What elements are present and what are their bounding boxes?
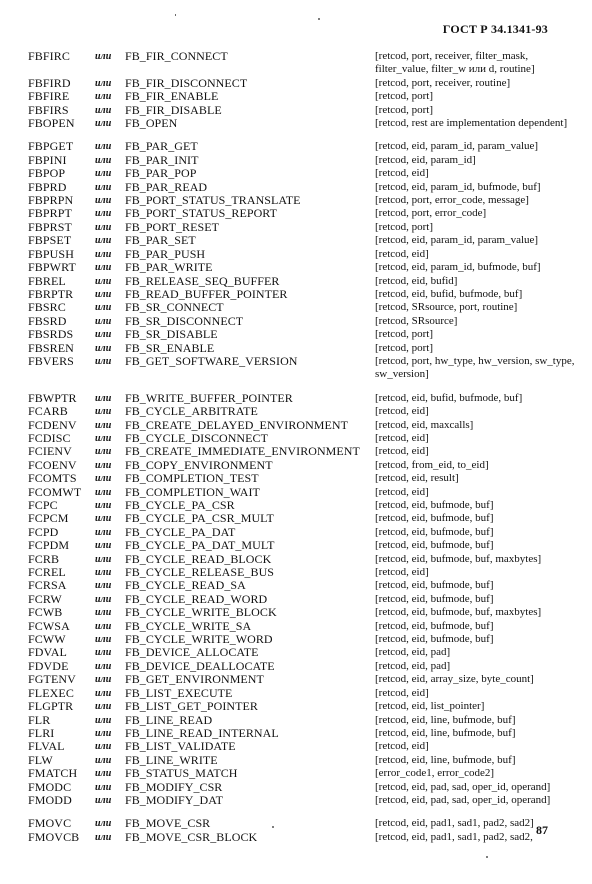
function-abbreviation: FBSREN [28,340,74,355]
function-arguments: [retcod, port, error_code, message] [375,194,529,207]
function-row [0,727,592,740]
function-abbreviation: FBRPTR [28,286,74,301]
function-abbreviation: FCPD [28,524,59,539]
separator-word: или [95,701,112,713]
separator-word: или [95,580,112,592]
function-arguments: [retcod, eid, array_size, byte_count] [375,673,534,686]
function-arguments: [retcod, eid, pad1, sad1, pad2, sad2, [375,830,533,843]
separator-word: или [95,342,112,354]
function-row [0,606,592,619]
separator-word: или [95,446,112,458]
function-name: FB_CYCLE_PA_DAT [125,524,236,539]
function-list [0,50,592,844]
function-arguments: [retcod, SRsource, port, routine] [375,301,518,314]
scan-speck [175,14,176,16]
function-name: FB_STATUS_MATCH [125,766,238,781]
function-arguments: [retcod, eid] [375,566,429,579]
function-row [0,579,592,592]
function-abbreviation: FBPRPN [28,193,74,208]
separator-word: или [95,818,112,830]
function-row [0,301,592,314]
function-abbreviation: FBPSET [28,233,72,248]
function-row [0,714,592,727]
function-row [0,660,592,673]
function-row [0,687,592,700]
function-row [0,566,592,579]
function-abbreviation: FCWB [28,605,63,620]
function-row [0,831,592,844]
function-arguments: [retcod, eid] [375,445,429,458]
separator-word: или [95,741,112,753]
function-row [0,50,592,77]
function-arguments: [retcod, eid, bufid, bufmode, buf] [375,391,523,404]
function-name: FB_MODIFY_DAT [125,792,223,807]
function-row [0,167,592,180]
function-name: FB_PORT_STATUS_REPORT [125,206,278,221]
function-row [0,234,592,247]
function-arguments: [retcod, port] [375,220,434,233]
function-abbreviation: FMOVCB [28,829,80,844]
function-abbreviation: FCOMWT [28,484,82,499]
function-name: FB_READ_BUFFER_POINTER [125,286,288,301]
function-abbreviation: FLVAL [28,739,65,754]
function-row [0,673,592,686]
function-abbreviation: FBPINI [28,152,67,167]
separator-word: или [95,288,112,300]
separator-word: или [95,118,112,130]
function-row [0,445,592,458]
function-row [0,248,592,261]
function-row [0,700,592,713]
function-name: FB_DEVICE_DEALLOCATE [125,658,275,673]
separator-word: или [95,660,112,672]
function-abbreviation: FBOPEN [28,116,75,131]
function-row [0,117,592,130]
function-arguments: [retcod, port] [375,90,434,103]
function-name: FB_FIR_DISCONNECT [125,75,248,90]
function-arguments: [retcod, eid] [375,247,429,260]
function-arguments: [retcod, port, error_code] [375,207,487,220]
function-name: FB_CYCLE_DISCONNECT [125,430,268,445]
function-arguments: [retcod, eid, bufmode, buf] [375,633,494,646]
function-row [0,767,592,780]
function-row [0,342,592,355]
function-name: FB_CYCLE_READ_SA [125,578,246,593]
function-arguments: [retcod, eid, param_id, param_value] [375,234,539,247]
function-row [0,472,592,485]
function-abbreviation: FLR [28,712,51,727]
function-row [0,539,592,552]
function-row [0,526,592,539]
separator-word: или [95,473,112,485]
function-abbreviation: FBPWRT [28,260,76,275]
separator-word: или [95,262,112,274]
function-name: FB_CYCLE_WRITE_BLOCK [125,605,277,620]
function-arguments: [retcod, eid, line, bufmode, buf] [375,753,516,766]
function-arguments: [retcod, eid, param_id, bufmode, buf] [375,261,541,274]
separator-word: или [95,607,112,619]
function-row [0,221,592,234]
function-row [0,486,592,499]
function-row [0,740,592,753]
function-abbreviation: FBWPTR [28,390,77,405]
separator-word: или [95,235,112,247]
function-abbreviation: FCARB [28,404,68,419]
separator-word: или [95,406,112,418]
function-row [0,392,592,405]
function-name: FB_PAR_WRITE [125,260,213,275]
function-name: FB_DEVICE_ALLOCATE [125,645,259,660]
function-arguments: [retcod, port] [375,328,434,341]
function-row [0,633,592,646]
function-name: FB_FIR_CONNECT [125,49,228,63]
scan-speck [272,826,274,828]
function-name: FB_PORT_RESET [125,219,219,234]
page-header-standard: ГОСТ Р 34.1341-93 [442,22,548,36]
function-arguments: [retcod, eid, bufmode, buf] [375,539,494,552]
function-row [0,754,592,767]
function-abbreviation: FCRW [28,591,62,606]
function-row [0,593,592,606]
separator-word: или [95,302,112,314]
function-arguments: [retcod, eid, bufmode, buf] [375,592,494,605]
function-arguments: [retcod, eid, param_id, param_value] [375,140,539,153]
function-arguments: [retcod, port] [375,103,434,116]
function-abbreviation: FCIENV [28,444,72,459]
separator-word: или [95,831,112,843]
function-abbreviation: FCWW [28,632,66,647]
function-arguments: [retcod, eid] [375,167,429,180]
function-arguments: [retcod, port, receiver, routine] [375,76,511,89]
function-row [0,646,592,659]
function-name: FB_COMPLETION_WAIT [125,484,260,499]
separator-word: или [95,181,112,193]
function-abbreviation: FBPRPT [28,206,72,221]
function-name: FB_PAR_READ [125,179,208,194]
function-arguments: [retcod, eid, param_id, bufmode, buf] [375,180,541,193]
function-abbreviation: FLRI [28,725,55,740]
function-abbreviation: FDVAL [28,645,67,660]
function-abbreviation: FLEXEC [28,685,74,700]
function-row [0,355,592,382]
function-name: FB_GET_ENVIRONMENT [125,672,264,687]
separator-word: или [95,392,112,404]
separator-word: или [95,540,112,552]
function-arguments: [retcod, eid, bufmode, buf] [375,619,494,632]
function-abbreviation: FCRB [28,551,60,566]
function-name: FB_MODIFY_CSR [125,779,223,794]
function-row [0,288,592,301]
function-abbreviation: FMODD [28,792,72,807]
function-abbreviation: FCOENV [28,457,77,472]
function-name: FB_MOVE_CSR [125,816,211,831]
function-name: FB_PORT_STATUS_TRANSLATE [125,193,301,208]
function-arguments: [retcod, eid] [375,485,429,498]
function-abbreviation: FLGPTR [28,699,74,714]
separator-word: или [95,526,112,538]
separator-word: или [95,77,112,89]
function-arguments: [retcod, eid, bufid] [375,274,458,287]
function-name: FB_RELEASE_SEQ_BUFFER [125,273,280,288]
function-abbreviation: FDVDE [28,658,69,673]
function-arguments: [retcod, eid, pad] [375,659,451,672]
function-row [0,90,592,103]
function-abbreviation: FBSRDS [28,327,74,342]
separator-word: или [95,275,112,287]
function-name: FB_PAR_GET [125,139,198,154]
function-name: FB_PAR_INIT [125,152,199,167]
separator-word: или [95,674,112,686]
separator-word: или [95,51,112,62]
function-abbreviation: FBREL [28,273,66,288]
function-row [0,261,592,274]
separator-word: или [95,248,112,260]
separator-word: или [95,567,112,579]
function-name: FB_CYCLE_PA_CSR [125,498,235,512]
function-row [0,275,592,288]
separator-word: или [95,195,112,207]
function-name: FB_LIST_GET_POINTER [125,699,258,714]
function-name: FB_PAR_PUSH [125,246,206,261]
function-name: FB_COMPLETION_TEST [125,471,259,486]
function-arguments: [retcod, eid, param_id] [375,153,476,166]
function-abbreviation: FBFIRD [28,75,71,90]
function-row [0,553,592,566]
function-name: FB_CYCLE_WRITE_WORD [125,632,273,647]
function-abbreviation: FBVERS [28,353,74,368]
function-name: FB_FIR_DISABLE [125,102,222,117]
function-abbreviation: FCDENV [28,417,77,432]
function-row [0,405,592,418]
function-row [0,154,592,167]
function-name: FB_SR_DISCONNECT [125,313,244,328]
function-name: FB_SR_DISABLE [125,327,218,342]
separator-word: или [95,794,112,806]
function-name: FB_LIST_EXECUTE [125,685,233,700]
function-name: FB_CYCLE_READ_BLOCK [125,551,272,566]
separator-word: или [95,620,112,632]
separator-word: или [95,168,112,180]
function-row [0,181,592,194]
scan-speck [486,856,488,858]
function-arguments: [retcod, port] [375,341,434,354]
function-name: FB_OPEN [125,116,178,131]
function-arguments: [retcod, SRsource] [375,314,458,327]
function-arguments: [retcod, eid, result] [375,472,459,485]
function-abbreviation: FCPC [28,498,58,512]
function-arguments: [retcod, eid, bufmode, buf] [375,525,494,538]
function-name: FB_LIST_VALIDATE [125,739,236,754]
function-arguments: [retcod, eid, bufid, bufmode, buf] [375,287,523,300]
separator-word: или [95,500,112,511]
function-abbreviation: FBFIRE [28,89,70,104]
function-name: FB_CYCLE_ARBITRATE [125,404,258,419]
function-name: FB_PAR_POP [125,166,197,181]
function-name: FB_COPY_ENVIRONMENT [125,457,273,472]
function-abbreviation: FBPGET [28,139,74,154]
function-row [0,140,592,153]
separator-word: или [95,754,112,766]
function-name: FB_CYCLE_READ_WORD [125,591,268,606]
separator-word: или [95,727,112,739]
function-abbreviation: FCREL [28,565,66,580]
function-abbreviation: FCDISC [28,430,71,445]
function-arguments: [retcod, port, hw_type, hw_version, sw_type, sw_version] [375,354,575,381]
separator-word: или [95,553,112,565]
page-number: 87 [536,823,548,837]
separator-word: или [95,647,112,659]
function-abbreviation: FBFIRC [28,49,70,63]
separator-word: или [95,768,112,780]
function-abbreviation: FCWSA [28,618,70,633]
function-abbreviation: FCRSA [28,578,67,593]
function-arguments: [retcod, from_eid, to_eid] [375,458,489,471]
function-row [0,207,592,220]
function-name: FB_CYCLE_PA_DAT_MULT [125,538,275,553]
function-arguments: [retcod, eid, bufmode, buf, maxbytes] [375,606,542,619]
function-abbreviation: FBSRC [28,300,66,315]
function-arguments: [retcod, eid, bufmode, buf, maxbytes] [375,552,542,565]
function-name: FB_FIR_ENABLE [125,89,219,104]
function-arguments: [retcod, eid] [375,686,429,699]
separator-word: или [95,432,112,444]
function-abbreviation: FMOVC [28,816,72,831]
function-arguments: [retcod, eid, pad] [375,646,451,659]
function-row [0,781,592,794]
function-abbreviation: FBPUSH [28,246,74,261]
function-row [0,419,592,432]
function-arguments: [retcod, eid, list_pointer] [375,700,485,713]
function-arguments: [retcod, eid, bufmode, buf] [375,512,494,525]
function-arguments: [retcod, port, receiver, filter_mask, filter_value, filter_w или d, routine] [375,50,535,76]
separator-word: или [95,714,112,726]
separator-word: или [95,315,112,327]
function-abbreviation: FBSRD [28,313,67,328]
function-name: FB_CREATE_IMMEDIATE_ENVIRONMENT [125,444,360,459]
function-arguments: [retcod, eid, bufmode, buf] [375,579,494,592]
separator-word: или [95,208,112,220]
function-name: FB_PAR_SET [125,233,196,248]
function-abbreviation: FBFIRS [28,102,69,117]
function-abbreviation: FMATCH [28,766,78,781]
function-row [0,499,592,512]
separator-word: или [95,634,112,646]
function-row [0,315,592,328]
function-arguments: [retcod, eid, maxcalls] [375,418,474,431]
scan-speck [318,18,320,20]
function-row [0,512,592,525]
function-arguments: [retcod, eid] [375,740,429,753]
function-name: FB_CYCLE_WRITE_SA [125,618,252,633]
separator-word: или [95,419,112,431]
function-abbreviation: FBPRST [28,219,72,234]
function-abbreviation: FBPRD [28,179,67,194]
function-row [0,794,592,807]
separator-word: или [95,513,112,525]
separator-word: или [95,459,112,471]
function-arguments: [retcod, eid] [375,431,429,444]
separator-word: или [95,486,112,498]
separator-word: или [95,593,112,605]
function-arguments: [retcod, eid, pad, sad, oper_id, operand] [375,780,551,793]
separator-word: или [95,141,112,153]
function-row [0,432,592,445]
function-name: FB_LINE_READ_INTERNAL [125,725,279,740]
function-name: FB_SR_CONNECT [125,300,224,315]
function-name: FB_SR_ENABLE [125,340,215,355]
function-name: FB_LINE_WRITE [125,752,218,767]
function-abbreviation: FCPDM [28,538,70,553]
function-row [0,104,592,117]
separator-word: или [95,221,112,233]
separator-word: или [95,154,112,166]
function-row [0,328,592,341]
function-abbreviation: FGTENV [28,672,76,687]
separator-word: или [95,355,112,367]
function-arguments: [retcod, rest are implementation dependent] [375,117,568,130]
function-name: FB_GET_SOFTWARE_VERSION [125,353,298,368]
function-name: FB_LINE_READ [125,712,213,727]
function-arguments: [retcod, eid, pad, sad, oper_id, operand] [375,793,551,806]
function-arguments: [retcod, eid, line, bufmode, buf] [375,726,516,739]
separator-word: или [95,104,112,116]
function-row [0,620,592,633]
function-row [0,459,592,472]
function-name: FB_CYCLE_RELEASE_BUS [125,565,275,580]
function-arguments: [retcod, eid, pad1, sad1, pad2, sad2] [375,817,534,830]
separator-word: или [95,329,112,341]
function-name: FB_WRITE_BUFFER_POINTER [125,390,293,405]
function-name: FB_CREATE_DELAYED_ENVIRONMENT [125,417,349,432]
function-abbreviation: FMODC [28,779,72,794]
function-arguments: [error_code1, error_code2] [375,767,495,780]
separator-word: или [95,781,112,793]
function-row [0,77,592,90]
function-row [0,194,592,207]
function-name: FB_MOVE_CSR_BLOCK [125,829,258,844]
function-arguments: [retcod, eid] [375,405,429,418]
function-abbreviation: FBPOP [28,166,66,181]
function-name: FB_CYCLE_PA_CSR_MULT [125,511,274,526]
function-abbreviation: FCOMTS [28,471,77,486]
function-arguments: [retcod, eid, line, bufmode, buf] [375,713,516,726]
separator-word: или [95,687,112,699]
function-row [0,817,592,830]
function-arguments: [retcod, eid, bufmode, buf] [375,499,494,511]
function-abbreviation: FCPCM [28,511,69,526]
separator-word: или [95,91,112,103]
function-abbreviation: FLW [28,752,53,767]
